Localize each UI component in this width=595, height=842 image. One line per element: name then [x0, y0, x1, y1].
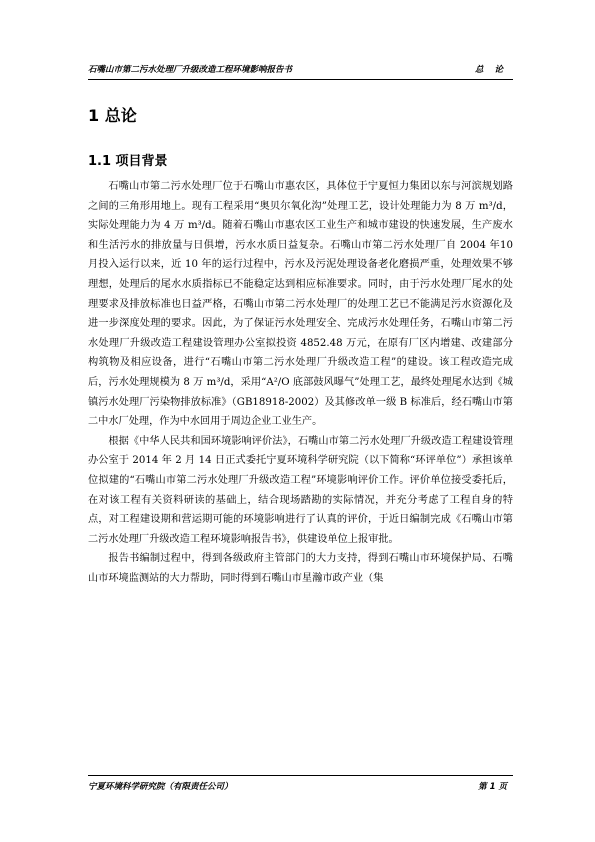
page-footer [88, 780, 507, 793]
page-number: 第 1 页 [478, 782, 507, 792]
chapter-title: 1 总论 [88, 106, 137, 125]
header-rule [88, 79, 513, 80]
footer-rule [88, 775, 513, 776]
body-text [88, 177, 513, 588]
header-document-title: 石嘴山市第二污水处理厂升级改造工程环境影响报告书 [88, 65, 293, 75]
paragraph-eia-commission: 根据《中华人民共和国环境影响评价法》，石嘴山市第二污水处理厂升级改造工程建设管理办公室于 2014 年 2 月 14 日正式委托宁夏环境科学研究院（以下简称“环评单位”）承担该单位拟建的“石嘴山市第二污水处理厂升级改造工程”环境影响评价工作。评价单位接受委托后，在对该工程有关资料研读的基础上，结合现场踏勘的实际情况，并充分考虑了工程自身的特点，对工程建设期和营运期可能的环境影响进行了认真的评价，于近日编制完成《石嘴山市第二污水处理厂升级改造工程环境影响报告书》，供建设单位上报审批。 [88, 435, 513, 545]
footer-organization: 宁夏环境科学研究院（有限责任公司） [88, 782, 233, 792]
paragraph-project-overview: 石嘴山市第二污水处理厂位于石嘴山市惠农区，具体位于宁夏恒力集团以东与河滨规划路之间的三角形用地上。现有工程采用“奥贝尔氧化沟”处理工艺，设计处理能力为 8 万 m³/d，实际处理能力为 4 万 m³/d。随着石嘴山市惠农区工业生产和城市建设的快速发展，生产废水和生活污水的排放量与日俱增，污水水质日益复杂。石嘴山市第二污水处理厂自 2004 年10 月投入运行以来，近 10 年的运行过程中，污水及污泥处理设备老化磨损严重，处理效果不够理想，处理后的尾水水质指标已不能稳定达到相应标准要求。同时，由于污水处理厂尾水的处理要求及排放标准也日益严格，石嘴山市第二污水处理厂的处理工艺已不能满足污水资源化及进一步深度处理的要求。因此，为了保证污水处理安全、完成污水处理任务，石嘴山市第二污水处理厂升级改造工程建设管理办公室拟投资 4852.48 万元，在原有厂区内增建、改建部分构筑物及相应设备，进行“石嘴山市第二污水处理厂升级改造工程”的建设。该工程改造完成后，污水处理规模为 8 万 m³/d，采用“A²/O 底部鼓风曝气”处理工艺，最终处理尾水达到《城镇污水处理厂污染物排放标准》（GB18918-2002）及其修改单一级 B 标准后，经石嘴山市第二中水厂处理，作为中水回用于周边企业工业生产。 [88, 181, 513, 428]
paragraph-acknowledgement: 报告书编制过程中，得到各级政府主管部门的大力支持，得到石嘴山市环境保护局、石嘴山市环境监测站的大力帮助，同时得到石嘴山市星瀚市政产业（集 [88, 553, 513, 584]
page-header [88, 63, 507, 76]
section-title: 1.1 项目背景 [88, 154, 168, 169]
header-section-name: 总 论 [475, 65, 507, 75]
